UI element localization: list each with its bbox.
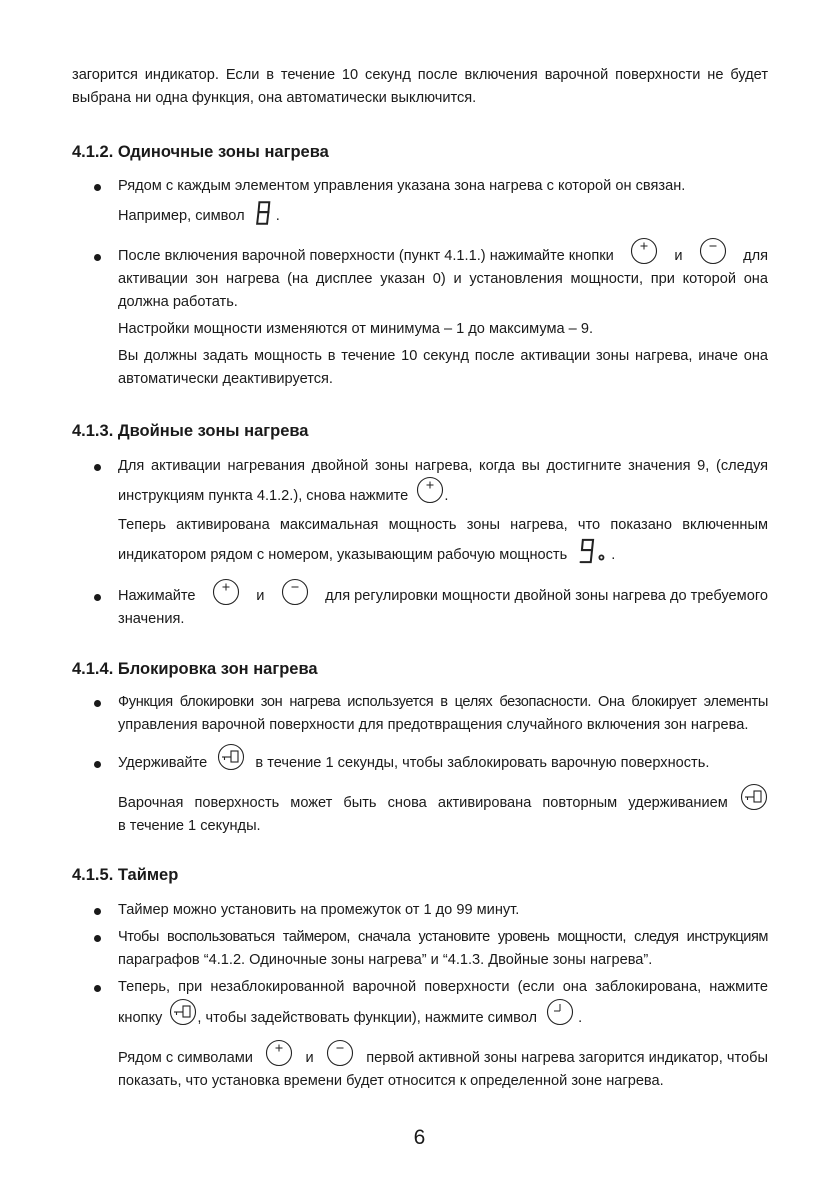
bullet-dot <box>94 254 101 261</box>
punct: . <box>444 488 449 504</box>
s412-example-line <box>118 205 768 228</box>
punct: . <box>574 1010 583 1026</box>
s415-bullet-2 <box>118 926 768 949</box>
bullet-dot <box>94 594 101 601</box>
punct: . <box>611 547 616 563</box>
s415-b3-mid: , чтобы задействовать функции), нажмите символ <box>197 1010 538 1026</box>
punct: . <box>271 208 280 224</box>
s415-b2-line-2: параграфов “4.1.2. Одиночные зоны нагрева” и “4.1.3. Двойные зоны нагрева”. <box>118 952 653 968</box>
section-title-4-1-3: 4.1.3. Двойные зоны нагрева <box>72 422 309 440</box>
s413-b1-line-2: инструкциям пункта 4.1.2.), снова нажмите <box>118 488 409 504</box>
section-title-4-1-4: 4.1.4. Блокировка зон нагрева <box>72 660 318 678</box>
s415-bullet-3 <box>118 976 768 999</box>
s413-p1-line-1: Теперь активирована максимальная мощность зоны нагрева, что показано включенным <box>118 517 768 533</box>
minus-icon <box>699 237 727 265</box>
s414-b1-line-2: управления варочной поверхности для предотвращения случайного включения зон нагрева. <box>118 717 749 733</box>
s413-bullet-1 <box>118 455 768 478</box>
bullet-dot <box>94 908 101 915</box>
lock-icon <box>740 783 768 811</box>
section-title-4-1-2: 4.1.2. Одиночные зоны нагрева <box>72 143 329 161</box>
s415-p1-pre: Рядом с символами <box>118 1050 253 1066</box>
s415-b2-line-1: Чтобы воспользоваться таймером, сначала установите уровень мощности, следуя инструкциям <box>118 929 768 945</box>
segment-8-icon <box>254 200 272 226</box>
intro-line-1: загорится индикатор. Если в течение 10 секунд после включения варочной поверхности не будет <box>72 67 768 83</box>
s415-b3-line-2-wrap <box>118 1007 768 1030</box>
s414-b1-line-1: Функция блокировки зон нагрева используется в целях безопасности. Она блокирует элементы <box>118 694 768 710</box>
s413-b1-line-1: Для активации нагревания двойной зоны нагрева, когда вы достигните значения 9, (следуя <box>118 458 768 474</box>
s413-p1-line-2-wrap <box>118 544 768 567</box>
s412-bullet-1-text: Рядом с каждым элементом управления указана зона нагрева с которой он связан. <box>118 178 686 194</box>
s412-b2-pre: После включения варочной поверхности (пункт 4.1.1.) нажимайте кнопки <box>118 248 614 264</box>
page-number: 6 <box>413 1126 426 1149</box>
s412-bullet-1 <box>118 175 768 198</box>
s414-p1-line-2: в течение 1 секунды. <box>118 818 261 834</box>
plus-icon <box>212 578 240 606</box>
segment-9-dot-icon <box>577 538 611 564</box>
timer-icon <box>546 998 574 1026</box>
section-title-4-1-5: 4.1.5. Таймер <box>72 866 179 884</box>
lock-icon <box>217 743 245 771</box>
bullet-dot <box>94 761 101 768</box>
s415-p1-post: первой активной зоны нагрева загорится индикатор, чтобы <box>366 1050 768 1066</box>
plus-icon <box>416 476 444 504</box>
minus-icon <box>281 578 309 606</box>
s412-b2-for: для <box>743 248 768 264</box>
minus-icon <box>326 1039 354 1067</box>
s414-bullet-1 <box>118 691 768 714</box>
intro-line-2: выбрана ни одна функция, она автоматически выключится. <box>72 90 477 106</box>
s415-p1-and: и <box>305 1050 314 1066</box>
s412-p2-line-1: Вы должны задать мощность в течение 10 секунд после активации зоны нагрева, иначе она <box>118 348 768 364</box>
s412-power-range: Настройки мощности изменяются от минимума – 1 до максимума – 9. <box>118 321 594 337</box>
bullet-dot <box>94 184 101 191</box>
s414-p1-line-1-wrap <box>118 792 768 815</box>
s412-example-text: Например, символ <box>118 208 245 224</box>
plus-icon <box>265 1039 293 1067</box>
bullet-dot <box>94 700 101 707</box>
s413-bullet-2 <box>118 585 768 608</box>
s413-b2-and: и <box>256 588 265 604</box>
plus-icon <box>630 237 658 265</box>
bullet-dot <box>94 464 101 471</box>
lock-icon <box>169 998 197 1026</box>
s414-bullet-2 <box>118 752 768 775</box>
s415-b3-line-1: Теперь, при незаблокированной варочной поверхности (если она заблокирована, нажмите <box>118 979 768 995</box>
bullet-dot <box>94 935 101 942</box>
s413-b2-post: для регулировки мощности двойной зоны нагрева до требуемого <box>325 588 768 604</box>
s413-b2-line-2: значения. <box>118 611 185 627</box>
s415-p1-line-1-wrap <box>118 1047 768 1070</box>
s413-p1-line-2: индикатором рядом с номером, указывающим рабочую мощность <box>118 547 568 563</box>
s413-b2-pre: Нажимайте <box>118 588 196 604</box>
s414-b2-post: в течение 1 секунды, чтобы заблокировать варочную поверхность. <box>255 755 710 771</box>
s415-b1: Таймер можно установить на промежуток от 1 до 99 минут. <box>118 902 520 918</box>
bullet-dot <box>94 985 101 992</box>
s413-b1-line-2-wrap <box>118 485 768 508</box>
s412-b2-line-2: активации зон нагрева (на дисплее указан 0) и установления мощности, при которой она <box>118 271 768 287</box>
s414-p1-line-1: Варочная поверхность может быть снова активирована повторным удерживанием <box>118 795 728 811</box>
s415-p1-line-2: показать, что установка времени будет относится к определенной зоне нагрева. <box>118 1073 664 1089</box>
s415-bullet-1 <box>118 899 768 922</box>
s412-p2-line-2: автоматически деактивируется. <box>118 371 333 387</box>
s412-bullet-2 <box>118 245 768 268</box>
s412-b2-and: и <box>674 248 683 264</box>
s415-b3-pre: кнопку <box>118 1010 163 1026</box>
s414-b2-pre: Удерживайте <box>118 755 208 771</box>
s412-b2-line-3: должна работать. <box>118 294 238 310</box>
